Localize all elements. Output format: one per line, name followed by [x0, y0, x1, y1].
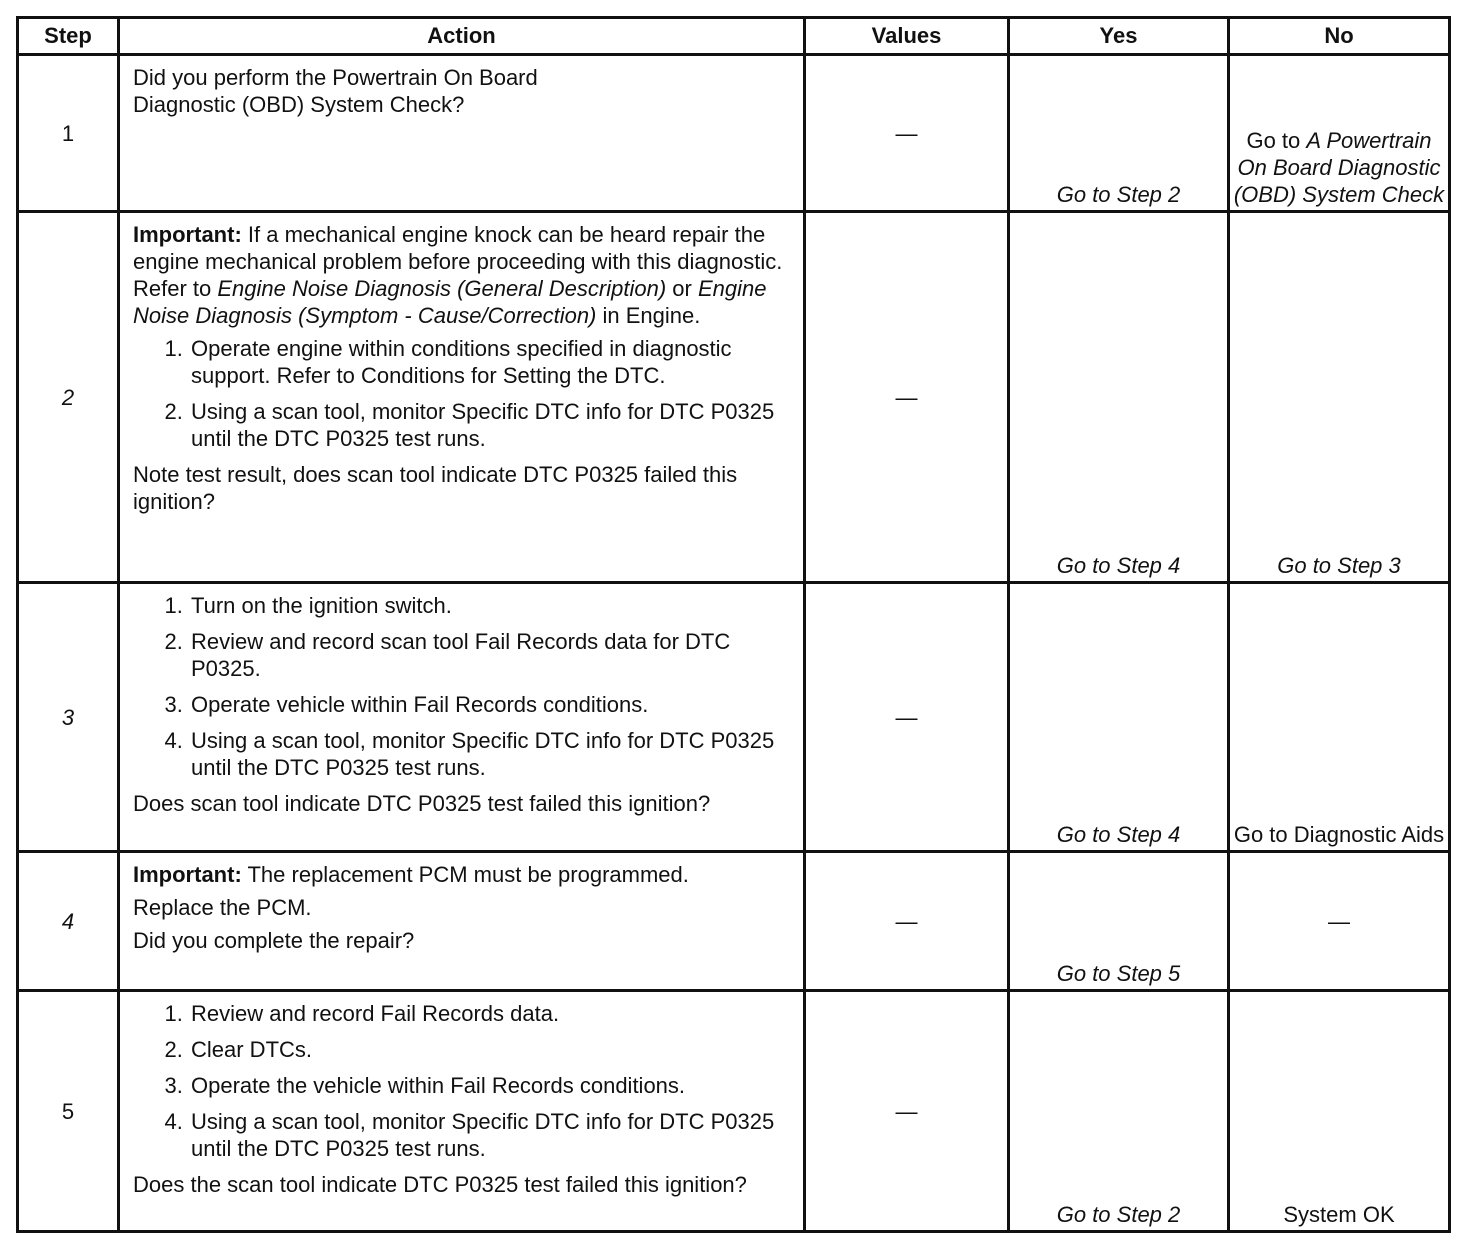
- yes-label: Go to Step 4: [1056, 553, 1181, 578]
- action-cell: [119, 583, 805, 852]
- values-cell: —: [805, 55, 1009, 212]
- step-number: 1: [18, 55, 119, 212]
- question-text: Does scan tool indicate DTC P0325 test failed this ignition?: [133, 791, 711, 816]
- table-row-step-2: [18, 212, 1450, 583]
- list-item: 1. Turn on the ignition switch.: [189, 592, 787, 619]
- list-item: 2. Review and record scan tool Fail Records data for DTC P0325.: [189, 628, 787, 682]
- action-cell: [119, 852, 805, 991]
- important-text: If a mechanical engine knock can be heard repair the engine mechanical problem before proceeding with this diagnostic. Refer to: [133, 222, 783, 301]
- values-cell: —: [805, 583, 1009, 852]
- values-cell: —: [805, 852, 1009, 991]
- header-no: No: [1229, 18, 1450, 55]
- list-item: 3. Operate vehicle within Fail Records conditions.: [189, 691, 787, 718]
- procedure-list: [133, 592, 787, 781]
- yes-label: Go to Step 2: [1056, 1202, 1181, 1227]
- no-label: System OK: [1283, 1202, 1395, 1227]
- no-link[interactable]: [1229, 583, 1450, 852]
- important-label: Important:: [133, 222, 242, 247]
- action-cell: [119, 991, 805, 1232]
- diagnostic-table: [16, 16, 1451, 1233]
- table-row-step-5: [18, 991, 1450, 1232]
- header-step: Step: [18, 18, 119, 55]
- header-yes: Yes: [1009, 18, 1229, 55]
- step-number: 3: [18, 583, 119, 852]
- reference-link[interactable]: Engine Noise Diagnosis (General Description): [217, 276, 667, 301]
- no-prefix: Go to: [1246, 128, 1307, 153]
- list-item: 1. Review and record Fail Records data.: [189, 1000, 787, 1027]
- instruction-text: Replace the PCM.: [133, 895, 312, 920]
- yes-label: Go to Step 4: [1056, 822, 1181, 847]
- no-cell: [1229, 991, 1450, 1232]
- no-link[interactable]: [1229, 212, 1450, 583]
- yes-link[interactable]: [1009, 212, 1229, 583]
- table-row-step-4: [18, 852, 1450, 991]
- step-number: 4: [18, 852, 119, 991]
- values-cell: —: [805, 212, 1009, 583]
- yes-link[interactable]: [1009, 852, 1229, 991]
- list-item: 3. Operate the vehicle within Fail Records conditions.: [189, 1072, 787, 1099]
- header-action: Action: [119, 18, 805, 55]
- yes-link[interactable]: [1009, 583, 1229, 852]
- step-number: 5: [18, 991, 119, 1232]
- important-note: [133, 861, 787, 888]
- no-reference: A Powertrain On Board Diagnostic (OBD) System Check: [1233, 128, 1445, 207]
- reference-link[interactable]: Engine Noise Diagnosis (Symptom - Cause/Correction): [133, 276, 767, 328]
- no-link[interactable]: [1229, 55, 1450, 212]
- header-row: [18, 18, 1450, 55]
- important-text: or: [666, 276, 698, 301]
- list-item: 4. Using a scan tool, monitor Specific DTC info for DTC P0325 until the DTC P0325 test runs.: [189, 1108, 787, 1162]
- values-cell: —: [805, 991, 1009, 1232]
- header-values: Values: [805, 18, 1009, 55]
- important-label: Important:: [133, 862, 242, 887]
- list-item: 2. Using a scan tool, monitor Specific DTC info for DTC P0325 until the DTC P0325 test runs.: [189, 398, 787, 452]
- procedure-list: [133, 335, 787, 452]
- list-item: 1. Operate engine within conditions specified in diagnostic support. Refer to Conditions for Setting the DTC.: [189, 335, 787, 389]
- yes-label: Go to Step 2: [1056, 182, 1181, 207]
- procedure-list: [133, 1000, 787, 1162]
- action-cell: [119, 212, 805, 583]
- important-text: in Engine.: [596, 303, 701, 328]
- no-cell: —: [1229, 852, 1450, 991]
- yes-link[interactable]: [1009, 55, 1229, 212]
- yes-link[interactable]: [1009, 991, 1229, 1232]
- table-row-step-1: [18, 55, 1450, 212]
- question-text: Does the scan tool indicate DTC P0325 test failed this ignition?: [133, 1172, 747, 1197]
- list-item: 2. Clear DTCs.: [189, 1036, 787, 1063]
- question-text: Did you complete the repair?: [133, 928, 415, 953]
- important-note: [133, 221, 787, 329]
- no-label: Go to Diagnostic Aids: [1233, 822, 1445, 847]
- question-text: Note test result, does scan tool indicate DTC P0325 failed this ignition?: [133, 462, 738, 514]
- list-item: 4. Using a scan tool, monitor Specific DTC info for DTC P0325 until the DTC P0325 test runs.: [189, 727, 787, 781]
- important-text: The replacement PCM must be programmed.: [241, 862, 689, 887]
- table-row-step-3: [18, 583, 1450, 852]
- action-text: Did you perform the Powertrain On Board Diagnostic (OBD) System Check?: [133, 65, 538, 117]
- action-cell: [119, 55, 805, 212]
- yes-label: Go to Step 5: [1056, 961, 1181, 986]
- no-label: Go to Step 3: [1277, 553, 1401, 578]
- step-number: 2: [18, 212, 119, 583]
